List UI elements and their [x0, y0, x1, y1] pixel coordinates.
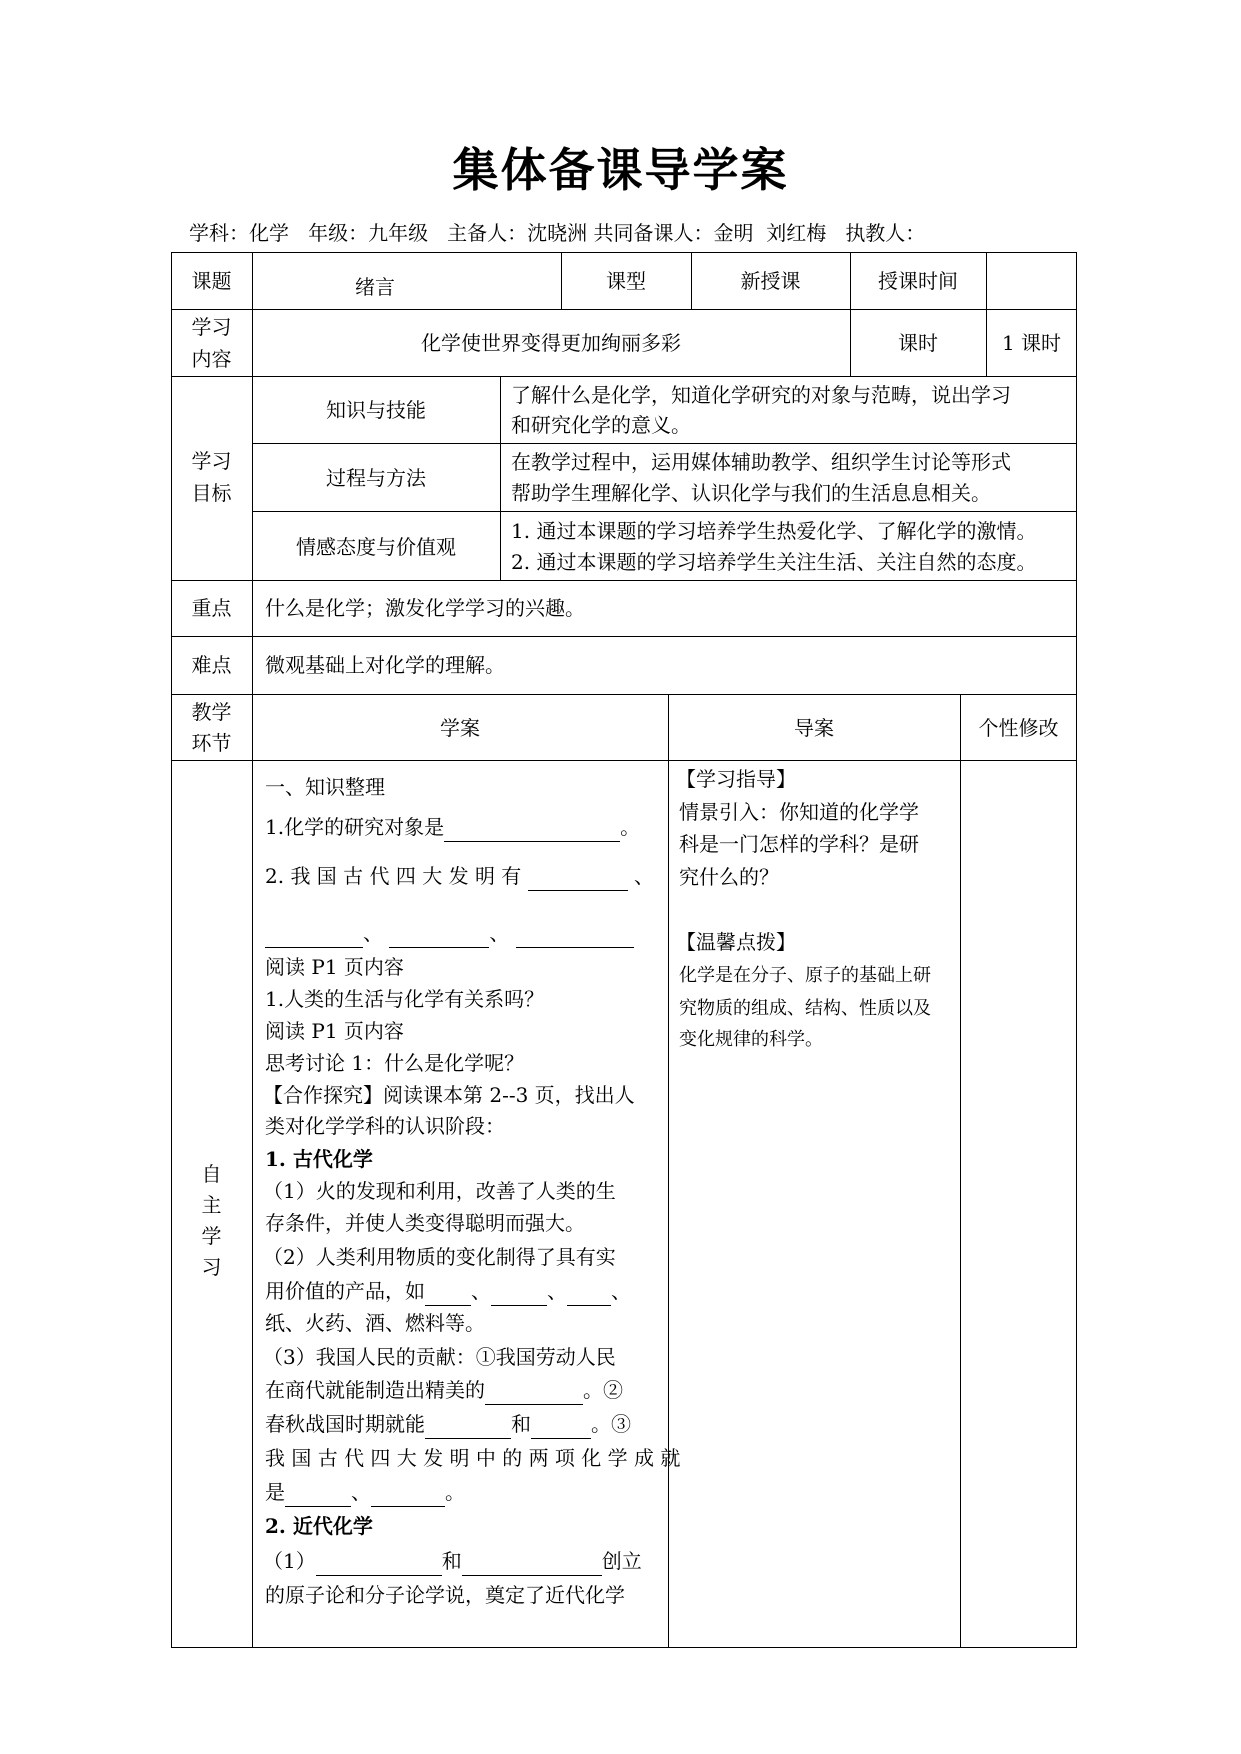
goal-knowledge-line2: 和研究化学的意义。 — [511, 413, 691, 437]
blank-line[interactable] — [491, 1283, 547, 1306]
row-divider — [252, 443, 1077, 444]
study-coop-line1: 【合作探究】阅读课本第 2--3 页，找出人 — [263, 1083, 635, 1107]
key-value: 什么是化学；激发化学学习的兴趣。 — [265, 596, 585, 620]
meta-co: 共同备课人：金明 刘红梅 — [593, 221, 827, 245]
study-q2-sep: 、 — [489, 921, 510, 945]
study-q1-end: 。 — [620, 815, 641, 839]
goal-attitude-line1: 1. 通过本课题的学习培养学生热爱化学、了解化学的激情。 — [511, 519, 1037, 543]
study-m1-sep: 和 — [441, 1549, 462, 1573]
meta-grade: 年级：九年级 — [308, 221, 429, 245]
study-m1-text: （1） — [263, 1549, 316, 1573]
tips-line1: 化学是在分子、原子的基础上研 — [679, 965, 931, 986]
study-a2-line3: 纸、火药、酒、燃料等。 — [265, 1311, 485, 1335]
content-label-line1: 学习 — [191, 315, 232, 339]
content-label-line2: 内容 — [191, 347, 232, 371]
row-divider — [252, 511, 1077, 512]
study-a3-line5 — [265, 1477, 465, 1507]
col-divider — [252, 252, 253, 1648]
stage-label-line1: 教学 — [191, 700, 232, 724]
section-label-char: 自 — [201, 1162, 222, 1186]
section-label-char: 习 — [201, 1255, 222, 1279]
study-a3-line3 — [265, 1409, 631, 1439]
key-label: 重点 — [191, 596, 232, 620]
study-a2-text: 用价值的产品，如 — [265, 1279, 425, 1303]
study-a3-text: 在商代就能制造出精美的 — [265, 1378, 485, 1402]
row-divider — [171, 694, 1077, 695]
row-divider — [171, 760, 1077, 761]
hours-label: 课时 — [898, 331, 938, 355]
hours-value: 1 课时 — [1001, 331, 1062, 355]
content-value: 化学使世界变得更加绚丽多彩 — [421, 331, 681, 355]
blank-line[interactable] — [285, 1484, 351, 1507]
guide-line3: 究什么的？ — [679, 865, 779, 889]
guide-heading: 【学习指导】 — [676, 767, 796, 791]
blank-line[interactable] — [516, 925, 634, 948]
blank-line[interactable] — [462, 1553, 602, 1576]
blank-line[interactable] — [531, 1416, 591, 1439]
col-header-study: 学案 — [440, 716, 480, 740]
meta-subject: 学科：化学 — [189, 221, 289, 245]
row-divider — [171, 636, 1077, 637]
col-header-notes: 个性修改 — [978, 716, 1059, 740]
topic-label: 课题 — [191, 269, 232, 293]
study-q1-text: 1.化学的研究对象是 — [265, 815, 445, 839]
blank-line[interactable] — [316, 1553, 442, 1576]
stage-label-line2: 环节 — [191, 731, 232, 755]
study-q3: 1.人类的生活与化学有关系吗？ — [265, 987, 545, 1011]
study-q2-cont — [265, 918, 634, 948]
type-value: 新授课 — [740, 269, 801, 293]
blank-line[interactable] — [485, 1382, 583, 1405]
col-header-guide: 导案 — [794, 716, 834, 740]
study-a2-sep: 、 — [547, 1279, 567, 1303]
col-divider — [500, 376, 501, 580]
goal-process-line1: 在教学过程中，运用媒体辅助教学、组织学生讨论等形式 — [511, 450, 1011, 474]
study-a2-sep: 、 — [611, 1279, 631, 1303]
study-a2-line2 — [265, 1276, 631, 1306]
goal-attitude-line2: 2. 通过本课题的学习培养学生关注生活、关注自然的态度。 — [511, 550, 1037, 574]
tips-heading: 【温馨点拨】 — [676, 930, 796, 954]
study-q2-sep: 、 — [634, 864, 655, 888]
blank-line[interactable] — [425, 1283, 471, 1306]
study-a2-sep: 、 — [471, 1279, 491, 1303]
page-title: 集体备课导学案 — [452, 143, 789, 197]
study-read2: 阅读 P1 页内容 — [265, 1019, 404, 1043]
blank-line[interactable] — [567, 1283, 611, 1306]
blank-line[interactable] — [371, 1484, 445, 1507]
row-divider — [171, 580, 1077, 581]
goal-knowledge-line1: 了解什么是化学，知道化学研究的对象与范畴，说出学习 — [511, 383, 1011, 407]
study-q2-sep: 、 — [363, 921, 383, 945]
study-a3-sep: 、 — [351, 1480, 371, 1504]
col-divider — [960, 694, 961, 1648]
study-q2 — [265, 861, 654, 891]
meta-lead: 主备人：沈晓洲 — [447, 221, 588, 245]
guide-line1: 情景引入：你知道的化学学 — [679, 800, 919, 824]
meta-line — [189, 219, 925, 247]
tips-line3: 变化规律的科学。 — [679, 1029, 823, 1050]
study-a3-sep: 。② — [583, 1378, 623, 1402]
study-modern-heading: 2. 近代化学 — [265, 1514, 373, 1538]
blank-line[interactable] — [425, 1416, 511, 1439]
study-a3-text: 是 — [265, 1480, 285, 1504]
study-heading: 一、知识整理 — [265, 775, 385, 799]
study-a3-line1: （3）我国人民的贡献：①我国劳动人民 — [263, 1345, 616, 1369]
goal-name-knowledge: 知识与技能 — [326, 398, 426, 422]
difficulty-label: 难点 — [191, 653, 232, 677]
section-label-char: 学 — [201, 1224, 222, 1248]
col-divider — [668, 694, 669, 1648]
study-coop-line2: 类对化学学科的认识阶段： — [265, 1114, 505, 1138]
type-label: 课型 — [606, 269, 646, 293]
study-m1-line2: 的原子论和分子论学说，奠定了近代化学 — [265, 1583, 625, 1607]
study-a1-line1: （1）火的发现和利用，改善了人类的生 — [263, 1179, 616, 1203]
study-think: 思考讨论 1：什么是化学呢？ — [265, 1051, 525, 1075]
section-label-char: 主 — [201, 1193, 222, 1217]
row-divider — [171, 309, 1077, 310]
goal-name-attitude: 情感态度与价值观 — [296, 535, 456, 559]
goal-name-process: 过程与方法 — [326, 466, 426, 490]
difficulty-value: 微观基础上对化学的理解。 — [265, 653, 505, 677]
time-label: 授课时间 — [878, 269, 958, 293]
study-a3-sep: 。③ — [591, 1412, 631, 1436]
study-m1-line1 — [263, 1546, 642, 1576]
guide-line2: 科是一门怎样的学科？是研 — [679, 832, 919, 856]
goals-label-line1: 学习 — [191, 449, 232, 473]
tips-line2: 究物质的组成、结构、性质以及 — [679, 998, 931, 1019]
study-a3-line2 — [265, 1375, 623, 1405]
study-a1-line2: 存条件，并使人类变得聪明而强大。 — [265, 1211, 585, 1235]
blank-line[interactable] — [389, 925, 489, 948]
study-a3-text: 春秋战国时期就能 — [265, 1412, 425, 1436]
goal-process-line2: 帮助学生理解化学、认识化学与我们的生活息息相关。 — [511, 481, 991, 505]
study-q1 — [265, 812, 640, 842]
study-m1-text: 创立 — [601, 1549, 642, 1573]
goals-label-line2: 目标 — [191, 481, 232, 505]
topic-value: 绪言 — [355, 275, 395, 299]
study-a3-line4: 我 国 古 代 四 大 发 明 中 的 两 项 化 学 成 就 — [265, 1446, 681, 1470]
study-a3-sep: 。 — [445, 1480, 465, 1504]
row-divider — [171, 376, 1077, 377]
meta-teacher: 执教人： — [845, 221, 926, 245]
study-read1: 阅读 P1 页内容 — [265, 955, 404, 979]
study-a2-line1: （2）人类利用物质的变化制得了具有实 — [263, 1245, 616, 1269]
study-a3-sep: 和 — [511, 1412, 531, 1436]
study-ancient-heading: 1. 古代化学 — [265, 1147, 373, 1171]
blank-line[interactable] — [528, 868, 628, 891]
study-q2-text: 2. 我 国 古 代 四 大 发 明 有 — [265, 864, 522, 888]
blank-line[interactable] — [265, 925, 363, 948]
blank-line[interactable] — [444, 819, 620, 842]
